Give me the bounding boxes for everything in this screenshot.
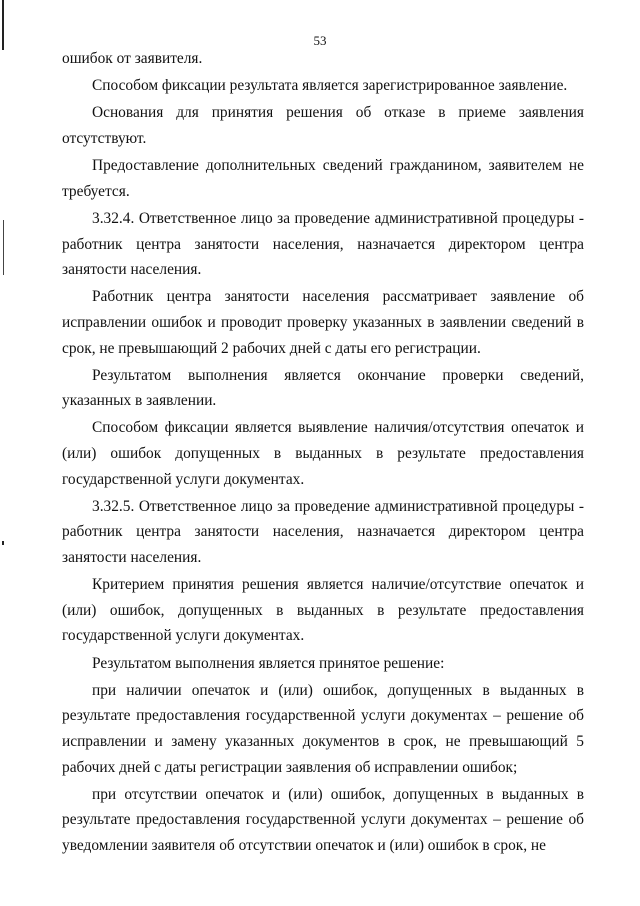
paragraph: при отсутствии опечаток и (или) ошибок, допущенных в выданных в результате предоставления государственной услуги документах – решение об уведомлении заявителя об отсутствии опечаток и (или) ошибок в срок, не xyxy=(62,785,584,854)
paragraph-section-3-32-5: 3.32.5. Ответственное лицо за проведение административной процедуры - работник центра занятости населения, назначается директором центра занятости населения. xyxy=(62,497,584,567)
paragraph: Критерием принятия решения является наличие/отсутствие опечаток и (или) ошибок, допущенных в выданных в результате предоставления государственной услуги документах. xyxy=(62,576,584,645)
paragraph: Способом фиксации результата является зарегистрированное заявление. xyxy=(92,77,568,95)
scan-edge-mark-middle xyxy=(3,220,4,275)
paragraph: Результатом выполнения является окончание проверки сведений, указанных в заявлении. xyxy=(62,366,584,410)
document-body xyxy=(62,46,584,860)
page-number: 53 xyxy=(313,33,327,48)
paragraph-continuation: ошибок от заявителя. xyxy=(62,50,203,67)
paragraph: Работник центра занятости населения рассматривает заявление об исправлении ошибок и проводит проверку указанных в заявлении сведений в срок, не превышающий 2 рабочих дней с даты его регистрации. xyxy=(62,288,584,357)
scan-edge-mark-dot xyxy=(2,541,4,545)
paragraph: Основания для принятия решения об отказе в приеме заявления отсутствуют. xyxy=(62,104,584,147)
paragraph: Способом фиксации является выявление наличия/отсутствия опечаток и (или) ошибок допущенных в выданных в результате предоставления государственной услуги документах. xyxy=(62,419,584,488)
paragraph: при наличии опечаток и (или) ошибок, допущенных в выданных в результате предоставления государственной услуги документах – решение об исправлении и замену указанных документов в срок, не превышающий 5 рабочих дней с даты регистрации заявления об исправлении ошибок; xyxy=(62,681,584,776)
paragraph: Предоставление дополнительных сведений гражданином, заявителем не требуется. xyxy=(62,157,584,200)
paragraph-section-3-32-4: 3.32.4. Ответственное лицо за проведение административной процедуры - работник центра занятости населения, назначается директором центра занятости населения. xyxy=(62,209,584,279)
paragraph: Результатом выполнения является принятое решение: xyxy=(92,654,445,672)
